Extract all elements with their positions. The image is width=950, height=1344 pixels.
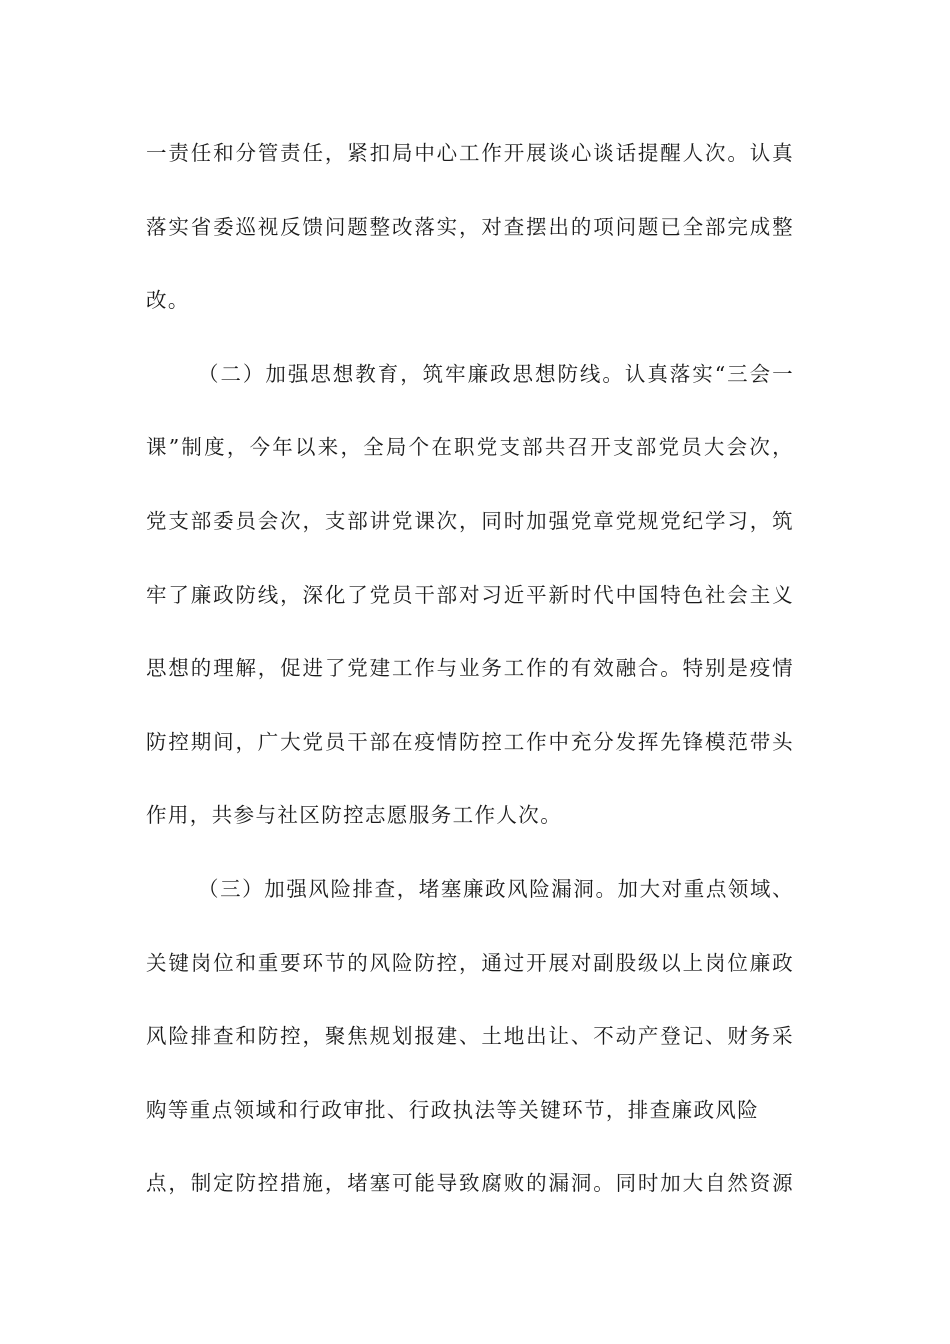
document-body [146, 117, 794, 1221]
section-heading-line: （三）加强风险排查，堵塞廉政风险漏洞。加大对重点领域、 [198, 876, 794, 901]
text-line: 牢了廉政防线，深化了党员干部对习近平新时代中国特色社会主义 [146, 582, 794, 607]
text-line: 一责任和分管责任，紧扣局中心工作开展谈心谈话提醒人次。认真 [146, 141, 794, 165]
text-line: 课”制度，今年以来，全局个在职党支部共召开支部党员大会次， [146, 435, 794, 460]
section-heading-line: （二）加强思想教育，筑牢廉政思想防线。认真落实“三会一 [198, 361, 794, 386]
text-line: 落实省委巡视反馈问题整改落实，对查摆出的项问题已全部完成整 [146, 214, 794, 239]
text-line: 风险排查和防控，聚焦规划报建、土地出让、不动产登记、财务采 [146, 1024, 794, 1049]
text-line: 防控期间，广大党员干部在疫情防控工作中充分发挥先锋模范带头 [146, 729, 794, 754]
text-line: 购等重点领域和行政审批、行政执法等关键环节，排查廉政风险 [146, 1097, 760, 1122]
text-line: 关键岗位和重要环节的风险防控，通过开展对副股级以上岗位廉政 [146, 950, 794, 975]
text-line: 党支部委员会次，支部讲党课次，同时加强党章党规党纪学习，筑 [146, 508, 794, 533]
text-line: 改。 [146, 288, 190, 313]
text-line: 思想的理解，促进了党建工作与业务工作的有效融合。特别是疫情 [146, 656, 794, 681]
text-line: 作用，共参与社区防控志愿服务工作人次。 [146, 803, 563, 828]
text-line: 点，制定防控措施，堵塞可能导致腐败的漏洞。同时加大自然资源 [146, 1171, 794, 1196]
